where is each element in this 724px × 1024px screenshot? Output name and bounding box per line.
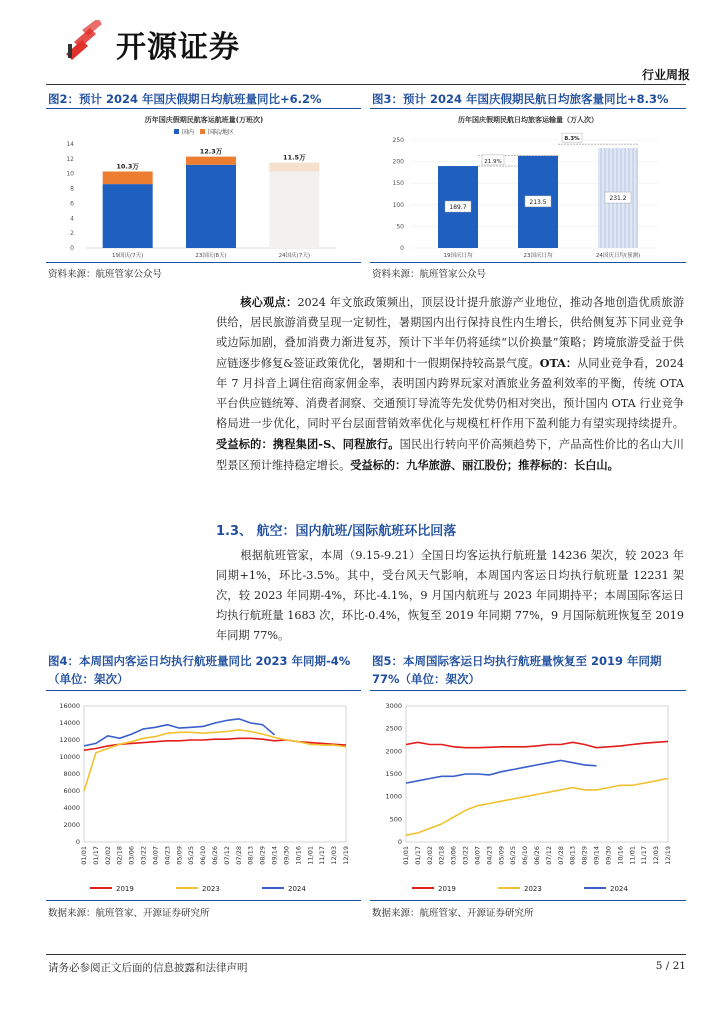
fig5-xtick: 05/25 <box>509 846 518 865</box>
fig5-xtick: 02/18 <box>437 846 446 865</box>
fig5-source: 数据来源：航班管家、开源证券研究所 <box>372 908 534 919</box>
fig4-xtick: 10/16 <box>294 846 303 865</box>
fig4-plot-frame <box>84 706 346 842</box>
fig4-xtick: 08/29 <box>258 846 267 865</box>
fig4-legend-2019: 2019 <box>116 885 134 893</box>
fig2-bar-domestic <box>103 184 153 248</box>
fig4-ytick: 14000 <box>59 719 80 727</box>
fig4-xtick: 09/30 <box>282 846 291 865</box>
company-logo <box>60 20 280 66</box>
fig3-xtick: 24国庆日均(预测) <box>595 253 641 259</box>
fig2-total-label: 11.5万 <box>283 153 306 162</box>
fig5-xtick: 08/13 <box>568 846 577 865</box>
fig5-line-2023 <box>406 779 668 836</box>
fig5-ytick: 0 <box>397 838 402 846</box>
report-type: 行业周报 <box>641 68 690 82</box>
core-view-text: 2024 年文旅政策频出，顶层设计提升旅游产业地位，推动各地创造优质旅游供给，居民旅游消费呈现一定韧性，暑期国内出行保持良性内生增长，供给侧复苏下同业竞争或边际加剧，叠加消费力渐进复苏，预计下半年仍将延续“以价换量”策略；跨境旅游受益于供应链逐步修复&签证政策优化，暑期和十一假期保持较高景气度。 <box>216 296 684 370</box>
fig2-bar-intl <box>186 157 236 165</box>
fig2-total-label: 12.3万 <box>199 147 223 156</box>
footer-rule <box>46 954 686 955</box>
fig2-bar-intl <box>103 171 153 184</box>
fig3-value-label: 213.5 <box>529 198 547 206</box>
fig4-source: 数据来源：航班管家、开源证券研究所 <box>48 908 210 919</box>
fig3-xtick: 23国庆日均 <box>523 253 553 259</box>
fig2-legend-swatch-intl <box>200 129 205 134</box>
fig4-xtick: 12/03 <box>330 846 339 865</box>
fig5-xtick: 09/30 <box>604 846 613 865</box>
fig5-xtick: 07/28 <box>556 846 565 865</box>
beneficiary-scenic: 受益标的：九华旅游、丽江股份；推荐标的：长白山。 <box>350 458 619 472</box>
fig5-xtick: 07/12 <box>544 846 553 865</box>
fig5-ytick: 2500 <box>385 724 402 733</box>
fig4-xtick: 05/09 <box>175 846 184 865</box>
fig3-ytick: 100 <box>392 201 404 209</box>
fig2-ytick: 14 <box>66 141 74 148</box>
fig4-xtick: 01/17 <box>91 846 100 865</box>
fig2-ytick: 4 <box>70 215 74 223</box>
fig4-ytick: 6000 <box>63 787 80 795</box>
fig4-xtick: 09/14 <box>270 846 279 865</box>
fig2-bar-domestic <box>186 165 236 248</box>
fig2-chart <box>46 110 361 262</box>
fig5-xtick: 01/17 <box>413 846 422 865</box>
fig5-xtick: 06/10 <box>521 846 530 865</box>
fig4-legend-2024: 2024 <box>288 885 306 893</box>
fig4-xtick: 06/26 <box>211 846 219 865</box>
fig5-xtick: 06/26 <box>533 846 541 865</box>
fig4-ytick: 10000 <box>59 753 80 761</box>
fig2-bar-intl <box>269 163 319 172</box>
core-view-paragraph <box>216 292 684 476</box>
fig4-ytick: 16000 <box>59 702 80 710</box>
fig5-xtick: 11/01 <box>628 846 637 865</box>
fig5-ytick: 500 <box>389 815 402 824</box>
fig5-xtick: 08/29 <box>580 846 589 865</box>
beneficiary-ota: 受益标的：携程集团-S、同程旅行。 <box>216 437 400 451</box>
section-title: 1.3、 航空：国内航班/国际航班环比回落 <box>216 524 457 539</box>
fig4-xtick: 03/22 <box>139 846 148 865</box>
fig4-xtick: 12/19 <box>342 846 350 865</box>
fig3-title: 图3：预计 2024 年国庆假期民航日均旅客量同比+8.3% <box>372 92 669 106</box>
ota-text: 从同业竞争看，2024 年 7 月抖音上调住宿商家佣金率，表明国内跨界玩家对酒旅业务盈利效率的平衡，传统 OTA 平台供应链统筹、消费者洞察、交通预订导流等先发优势仍相对突出，预计国内 OTA 行业竞争格局进一步优化，同时平台层面营销效率优化与规模杠杆作用下盈利能力有望实现持续提升。 <box>216 357 684 430</box>
fig4-xtick: 04/07 <box>151 846 160 865</box>
fig5-ytick: 1000 <box>385 792 402 801</box>
fig4-xtick: 03/06 <box>127 846 136 865</box>
fig3-ytick: 150 <box>392 180 404 188</box>
fig3-title-rule <box>370 108 686 109</box>
fig5-legend-2023: 2023 <box>524 885 542 893</box>
footer-disclaimer: 请务必参阅正文后面的信息披露和法律声明 <box>48 962 248 974</box>
fig5-xtick: 12/19 <box>664 846 672 865</box>
aviation-paragraph <box>216 546 684 646</box>
fig4-xtick: 08/13 <box>246 846 255 865</box>
fig5-xtick: 02/02 <box>425 846 434 865</box>
core-view-label: 核心观点： <box>240 295 298 309</box>
fig3-chart <box>370 110 686 262</box>
fig3-annot-label: 8.3% <box>564 136 580 143</box>
fig3-ytick: 200 <box>392 158 404 166</box>
header-rule <box>46 84 686 85</box>
fig4-xtick: 06/10 <box>199 846 208 865</box>
fig5-title-rule <box>370 690 686 691</box>
fig5-xtick: 04/23 <box>485 846 494 865</box>
fig2-ytick: 6 <box>70 200 74 208</box>
fig3-annot-label: 21.9% <box>484 158 502 165</box>
fig3-source: 资料来源：航班管家公众号 <box>372 269 487 280</box>
company-name: 开源证券 <box>116 30 240 65</box>
fig4-ytick: 0 <box>75 838 80 846</box>
fig4-bottom-rule <box>46 900 361 901</box>
fig3-ytick: 50 <box>396 223 404 231</box>
scenic-text: 国民出行转向平价高频趋势下，产品高性价比的名山大川型景区预计维持稳定增长。 <box>216 438 684 472</box>
fig2-title: 图2：预计 2024 年国庆假期日均航班量同比+6.2% <box>48 92 322 106</box>
fig4-ytick: 12000 <box>59 736 80 744</box>
fig2-ytick: 2 <box>70 230 74 238</box>
fig2-xtick: 19国庆(7天) <box>112 253 144 259</box>
fig5-legend-2019: 2019 <box>438 885 456 893</box>
fig4-legend-2023: 2023 <box>202 885 220 893</box>
fig4-xtick: 02/02 <box>103 846 112 865</box>
fig2-legend-domestic: 国内 <box>182 129 195 136</box>
fig5-xtick: 01/01 <box>402 846 410 865</box>
fig5-bottom-rule <box>370 900 686 901</box>
fig2-legend-intl: 国际/地区 <box>208 129 235 136</box>
fig4-xtick: 07/28 <box>234 846 243 865</box>
fig2-source: 资料来源：航班管家公众号 <box>48 269 163 280</box>
fig3-ytick: 0 <box>400 245 404 252</box>
fig4-chart <box>46 692 361 900</box>
fig5-ytick: 2000 <box>385 747 402 756</box>
fig5-line-2019 <box>406 741 668 747</box>
fig4-ytick: 4000 <box>63 804 80 812</box>
fig5-xtick: 11/17 <box>640 846 649 865</box>
fig3-chart-title: 历年国庆假期民航日均旅客运输量（万人次） <box>458 116 598 124</box>
fig4-xtick: 05/25 <box>187 846 196 865</box>
fig3-ytick: 250 <box>392 137 404 144</box>
fig2-ytick: 12 <box>66 155 74 163</box>
fig2-legend-swatch-domestic <box>174 129 179 134</box>
fig3-bottom-rule <box>370 262 686 263</box>
fig5-ytick: 3000 <box>385 702 402 710</box>
fig4-title: 图4：本周国内客运日均执行航班量同比 2023 年同期-4%（单位：架次） <box>48 654 351 686</box>
fig3-value-label: 189.7 <box>449 204 467 212</box>
fig5-xtick: 12/03 <box>652 846 661 865</box>
fig2-xtick: 24国庆(7天) <box>278 253 310 259</box>
fig2-bottom-rule <box>46 262 361 263</box>
fig4-ytick: 2000 <box>63 821 80 829</box>
fig2-ytick: 8 <box>70 185 74 193</box>
fig4-xtick: 07/12 <box>222 846 231 865</box>
fig4-xtick: 11/01 <box>306 846 315 865</box>
fig2-ytick: 0 <box>70 245 74 252</box>
page-number: 5 / 21 <box>655 960 686 972</box>
fig5-xtick: 05/09 <box>497 846 506 865</box>
fig2-total-label: 10.3万 <box>116 162 139 171</box>
fig5-xtick: 09/14 <box>592 846 601 865</box>
fig5-xtick: 03/22 <box>461 846 470 865</box>
fig2-xtick: 23国庆(8天) <box>195 253 227 259</box>
ota-label: OTA： <box>539 356 578 370</box>
fig4-xtick: 01/01 <box>80 846 88 865</box>
fig5-title: 图5：本周国际客运日均执行航班量恢复至 2019 年同期77%（单位：架次） <box>372 654 662 686</box>
fig5-xtick: 10/16 <box>616 846 625 865</box>
logo-mark-icon <box>60 20 110 64</box>
fig5-ytick: 1500 <box>385 770 402 778</box>
fig4-xtick: 11/17 <box>318 846 327 865</box>
fig4-ytick: 8000 <box>63 770 80 778</box>
fig4-xtick: 02/18 <box>115 846 124 865</box>
fig5-chart <box>370 692 686 900</box>
fig5-legend-2024: 2024 <box>610 885 628 893</box>
fig2-bar-domestic <box>269 171 319 248</box>
fig2-chart-title: 历年国庆假期民航客运航班量(万班次) <box>144 116 264 124</box>
fig4-xtick: 04/23 <box>163 846 172 865</box>
fig2-ytick: 10 <box>66 170 74 178</box>
fig5-xtick: 04/07 <box>473 846 482 865</box>
fig5-xtick: 03/06 <box>449 846 458 865</box>
fig4-title-rule <box>46 690 361 691</box>
fig2-title-rule <box>46 108 361 109</box>
fig3-xtick: 19国庆日均 <box>443 253 473 259</box>
fig5-line-2024 <box>406 760 597 783</box>
aviation-text: 根据航班管家，本周（9.15-9.21）全国日均客运执行航班量 14236 架次，较 2023 年同期+1%，环比-3.5%。其中，受台风天气影响，本周国内客运日均执行航班量 12231 架次，较 2023 年同期-4%，环比-4.1%，9 月国内航班与 2023 年同期持平；本周国际客运日均执行航班量 1683 次，环比-0.4%，恢复至 2019 年同期 77%，9 月国际航班恢复至 2019 年同期 77%。 <box>216 549 684 642</box>
fig3-value-label: 231.2 <box>609 195 627 203</box>
